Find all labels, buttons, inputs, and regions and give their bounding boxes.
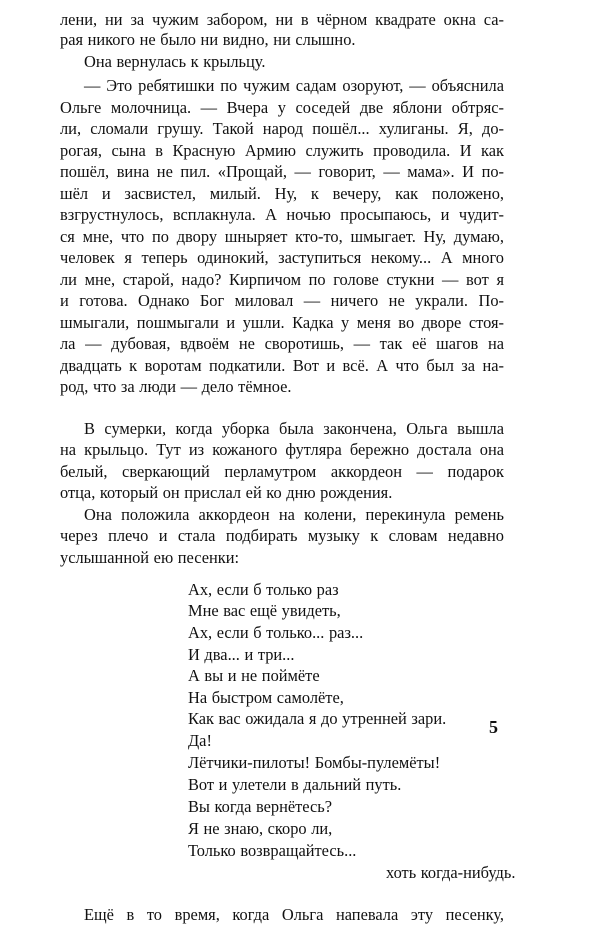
text-line: Ещё в то время, когда Ольга напевала эту песенку,: [84, 905, 504, 924]
poem-line: Ах, если б только... раз...: [188, 623, 364, 642]
text-line: и готова. Однако Бог миловал — ничего не украли. По-: [60, 291, 504, 310]
text-line: ли мне, старой, надо? Кирпичом по голове стукни — вот я: [60, 270, 504, 289]
poem-line: Вот и улетели в дальний путь.: [188, 775, 402, 794]
text-line: шмыгали, пошмыгали и ушли. Кадка у меня во дворе стоя-: [60, 313, 504, 332]
page-number: 5: [489, 717, 498, 737]
text-line: рая никого не было ни видно, ни слышно.: [60, 30, 356, 49]
poem-line: хоть когда-нибудь.: [386, 863, 516, 882]
text-line: Ольге молочница. — Вчера у соседей две яблони обтряс-: [60, 98, 504, 117]
text-line: род, что за люди — дело тёмное.: [60, 377, 292, 396]
text-line: лени, ни за чужим забором, ни в чёрном квадрате окна са-: [60, 10, 504, 29]
text-line: ся мне, что по двору шныряет кто-то, шмыгает. Ну, думаю,: [60, 227, 504, 246]
poem-line: А вы и не поймёте: [188, 666, 320, 685]
text-line: ла — дубовая, вдвоём не своротишь, — так её шагов на: [60, 334, 504, 353]
text-line: шёл и засвистел, милый. Ну, к вечеру, как положено,: [60, 184, 504, 203]
poem-line: Мне вас ещё увидеть,: [188, 601, 341, 620]
text-line: — Это ребятишки по чужим садам озоруют, — объяснила: [84, 76, 504, 95]
poem-line: Только возвращайтесь...: [188, 841, 357, 860]
text-line: В сумерки, когда уборка была закончена, Ольга вышла: [84, 419, 504, 438]
poem-line: Как вас ожидала я до утренней зари.: [188, 709, 447, 728]
text-line: отца, который он прислал ей ко дню рождения.: [60, 483, 393, 502]
text-line: пошёл, вина не пил. «Прощай, — говорит, — мама». И по-: [60, 162, 504, 181]
text-line: рогая, сына в Красную Армию служить проводила. И как: [60, 141, 504, 160]
text-line: услышанной ею песенки:: [60, 548, 240, 567]
poem-line: Вы когда вернётесь?: [188, 797, 333, 816]
text-line: через плечо и стала подбирать музыку к словам недавно: [60, 526, 504, 545]
text-line: взгрустнулось, всплакнула. А ночью просыпаюсь, и чудит-: [60, 205, 504, 224]
text-line: Она вернулась к крыльцу.: [84, 52, 266, 71]
text-line: двадцать к воротам подкатили. Вот и всё. А что был за на-: [60, 356, 504, 375]
poem-line: Да!: [188, 731, 212, 750]
poem-line: И два... и три...: [188, 645, 295, 664]
text-line: ли, сломали грушу. Такой народ пошёл... хулиганы. Я, до-: [60, 119, 504, 138]
text-line: Она положила аккордеон на колени, перекинула ремень: [84, 505, 504, 524]
text-line: на крыльцо. Тут из кожаного футляра бережно достала она: [60, 440, 504, 459]
poem-line: Ах, если б только раз: [188, 580, 339, 599]
text-line: человек я теперь одинокий, заступиться некому... А много: [60, 248, 504, 267]
poem-line: На быстром самолёте,: [188, 688, 344, 707]
text-line: белый, сверкающий перламутром аккордеон — подарок: [60, 462, 504, 481]
poem-line: Я не знаю, скоро ли,: [188, 819, 333, 838]
poem-line: Лётчики-пилоты! Бомбы-пулемёты!: [188, 753, 441, 772]
